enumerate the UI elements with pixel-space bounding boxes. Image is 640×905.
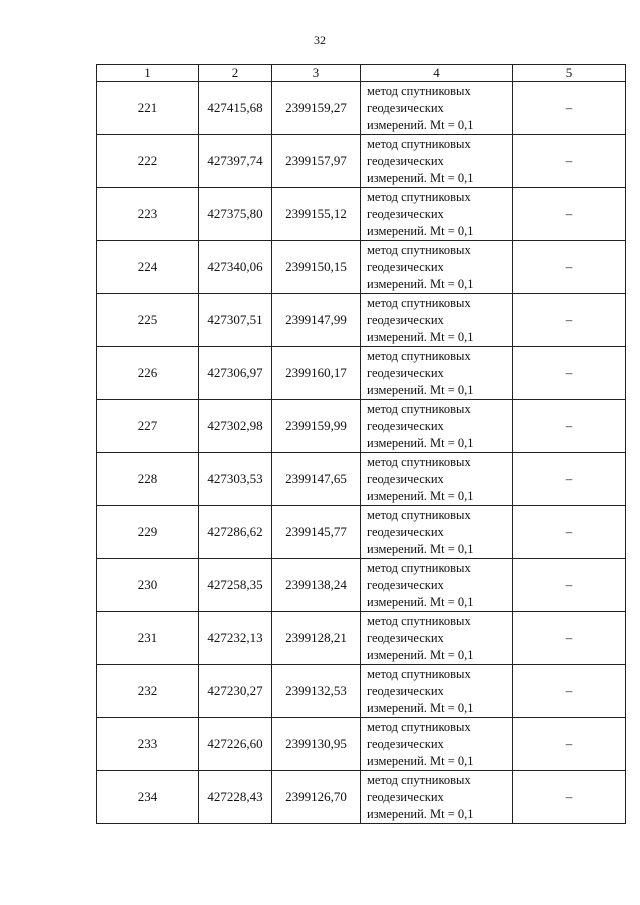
x-coordinate-cell: 427306,97: [199, 347, 272, 400]
method-line: измерений. Mt = 0,1: [367, 382, 474, 397]
point-number-cell: 222: [97, 135, 199, 188]
method-line: метод спутниковых: [367, 401, 471, 416]
table-row: [97, 241, 626, 294]
table-row: [97, 665, 626, 718]
x-coordinate-cell: 427228,43: [199, 771, 272, 824]
x-coordinate-cell: 427415,68: [199, 82, 272, 135]
method-line: метод спутниковых: [367, 136, 471, 151]
table-row: [97, 294, 626, 347]
y-coordinate-cell: 2399147,65: [272, 453, 361, 506]
table-row: [97, 188, 626, 241]
method-cell: [361, 400, 513, 453]
y-coordinate-cell: 2399155,12: [272, 188, 361, 241]
header-cell-4: 4: [361, 65, 513, 82]
method-line: геодезических: [367, 365, 444, 380]
note-cell: –: [513, 612, 626, 665]
header-cell-2: 2: [199, 65, 272, 82]
table-row: [97, 506, 626, 559]
method-line: геодезических: [367, 259, 444, 274]
note-cell: –: [513, 241, 626, 294]
table-row: [97, 559, 626, 612]
point-number-cell: 234: [97, 771, 199, 824]
point-number-cell: 221: [97, 82, 199, 135]
note-cell: –: [513, 400, 626, 453]
y-coordinate-cell: 2399138,24: [272, 559, 361, 612]
table-row: [97, 135, 626, 188]
method-cell: [361, 294, 513, 347]
method-cell: [361, 559, 513, 612]
point-number-cell: 228: [97, 453, 199, 506]
y-coordinate-cell: 2399145,77: [272, 506, 361, 559]
note-cell: –: [513, 347, 626, 400]
method-line: метод спутниковых: [367, 507, 471, 522]
x-coordinate-cell: 427397,74: [199, 135, 272, 188]
x-coordinate-cell: 427258,35: [199, 559, 272, 612]
method-line: измерений. Mt = 0,1: [367, 647, 474, 662]
method-line: измерений. Mt = 0,1: [367, 753, 474, 768]
table-row: [97, 771, 626, 824]
y-coordinate-cell: 2399159,99: [272, 400, 361, 453]
method-line: геодезических: [367, 153, 444, 168]
x-coordinate-cell: 427232,13: [199, 612, 272, 665]
method-line: геодезических: [367, 736, 444, 751]
method-cell: [361, 506, 513, 559]
x-coordinate-cell: 427302,98: [199, 400, 272, 453]
method-line: метод спутниковых: [367, 613, 471, 628]
y-coordinate-cell: 2399159,27: [272, 82, 361, 135]
note-cell: –: [513, 771, 626, 824]
page-number: 32: [314, 33, 326, 47]
y-coordinate-cell: 2399128,21: [272, 612, 361, 665]
method-line: метод спутниковых: [367, 772, 471, 787]
method-line: геодезических: [367, 418, 444, 433]
method-line: метод спутниковых: [367, 454, 471, 469]
note-cell: –: [513, 188, 626, 241]
y-coordinate-cell: 2399130,95: [272, 718, 361, 771]
method-cell: [361, 347, 513, 400]
table-row: [97, 347, 626, 400]
method-line: метод спутниковых: [367, 719, 471, 734]
method-line: измерений. Mt = 0,1: [367, 435, 474, 450]
method-line: геодезических: [367, 577, 444, 592]
point-number-cell: 233: [97, 718, 199, 771]
method-line: геодезических: [367, 789, 444, 804]
header-cell-5: 5: [513, 65, 626, 82]
point-number-cell: 227: [97, 400, 199, 453]
note-cell: –: [513, 559, 626, 612]
y-coordinate-cell: 2399160,17: [272, 347, 361, 400]
table-body: [97, 82, 626, 824]
method-cell: [361, 135, 513, 188]
x-coordinate-cell: 427230,27: [199, 665, 272, 718]
method-line: геодезических: [367, 206, 444, 221]
y-coordinate-cell: 2399126,70: [272, 771, 361, 824]
table-row: [97, 82, 626, 135]
method-line: геодезических: [367, 630, 444, 645]
method-line: геодезических: [367, 683, 444, 698]
note-cell: –: [513, 718, 626, 771]
method-cell: [361, 82, 513, 135]
header-cell-1: 1: [97, 65, 199, 82]
method-line: метод спутниковых: [367, 295, 471, 310]
point-number-cell: 225: [97, 294, 199, 347]
method-cell: [361, 453, 513, 506]
table-row: [97, 612, 626, 665]
method-cell: [361, 665, 513, 718]
method-line: измерений. Mt = 0,1: [367, 594, 474, 609]
table-header: [97, 65, 626, 82]
x-coordinate-cell: 427375,80: [199, 188, 272, 241]
method-line: метод спутниковых: [367, 348, 471, 363]
header-cell-3: 3: [272, 65, 361, 82]
y-coordinate-cell: 2399147,99: [272, 294, 361, 347]
y-coordinate-cell: 2399157,97: [272, 135, 361, 188]
method-line: измерений. Mt = 0,1: [367, 170, 474, 185]
x-coordinate-cell: 427286,62: [199, 506, 272, 559]
method-line: геодезических: [367, 100, 444, 115]
note-cell: –: [513, 453, 626, 506]
note-cell: –: [513, 135, 626, 188]
coordinates-table: [96, 64, 626, 824]
table-row: [97, 400, 626, 453]
method-cell: [361, 188, 513, 241]
point-number-cell: 232: [97, 665, 199, 718]
point-number-cell: 224: [97, 241, 199, 294]
x-coordinate-cell: 427307,51: [199, 294, 272, 347]
y-coordinate-cell: 2399150,15: [272, 241, 361, 294]
method-line: измерений. Mt = 0,1: [367, 700, 474, 715]
method-line: измерений. Mt = 0,1: [367, 329, 474, 344]
method-line: геодезических: [367, 524, 444, 539]
method-line: геодезических: [367, 471, 444, 486]
method-line: метод спутниковых: [367, 83, 471, 98]
point-number-cell: 230: [97, 559, 199, 612]
note-cell: –: [513, 665, 626, 718]
point-number-cell: 223: [97, 188, 199, 241]
method-line: измерений. Mt = 0,1: [367, 488, 474, 503]
point-number-cell: 229: [97, 506, 199, 559]
note-cell: –: [513, 82, 626, 135]
x-coordinate-cell: 427303,53: [199, 453, 272, 506]
method-cell: [361, 241, 513, 294]
method-line: измерений. Mt = 0,1: [367, 806, 474, 821]
method-line: измерений. Mt = 0,1: [367, 276, 474, 291]
method-cell: [361, 612, 513, 665]
method-line: метод спутниковых: [367, 242, 471, 257]
method-cell: [361, 771, 513, 824]
method-line: измерений. Mt = 0,1: [367, 223, 474, 238]
method-cell: [361, 718, 513, 771]
note-cell: –: [513, 506, 626, 559]
method-line: метод спутниковых: [367, 189, 471, 204]
y-coordinate-cell: 2399132,53: [272, 665, 361, 718]
method-line: измерений. Mt = 0,1: [367, 117, 474, 132]
point-number-cell: 226: [97, 347, 199, 400]
table-row: [97, 718, 626, 771]
x-coordinate-cell: 427226,60: [199, 718, 272, 771]
point-number-cell: 231: [97, 612, 199, 665]
method-line: метод спутниковых: [367, 560, 471, 575]
x-coordinate-cell: 427340,06: [199, 241, 272, 294]
note-cell: –: [513, 294, 626, 347]
header-row: [97, 65, 626, 82]
method-line: геодезических: [367, 312, 444, 327]
table-row: [97, 453, 626, 506]
method-line: измерений. Mt = 0,1: [367, 541, 474, 556]
method-line: метод спутниковых: [367, 666, 471, 681]
